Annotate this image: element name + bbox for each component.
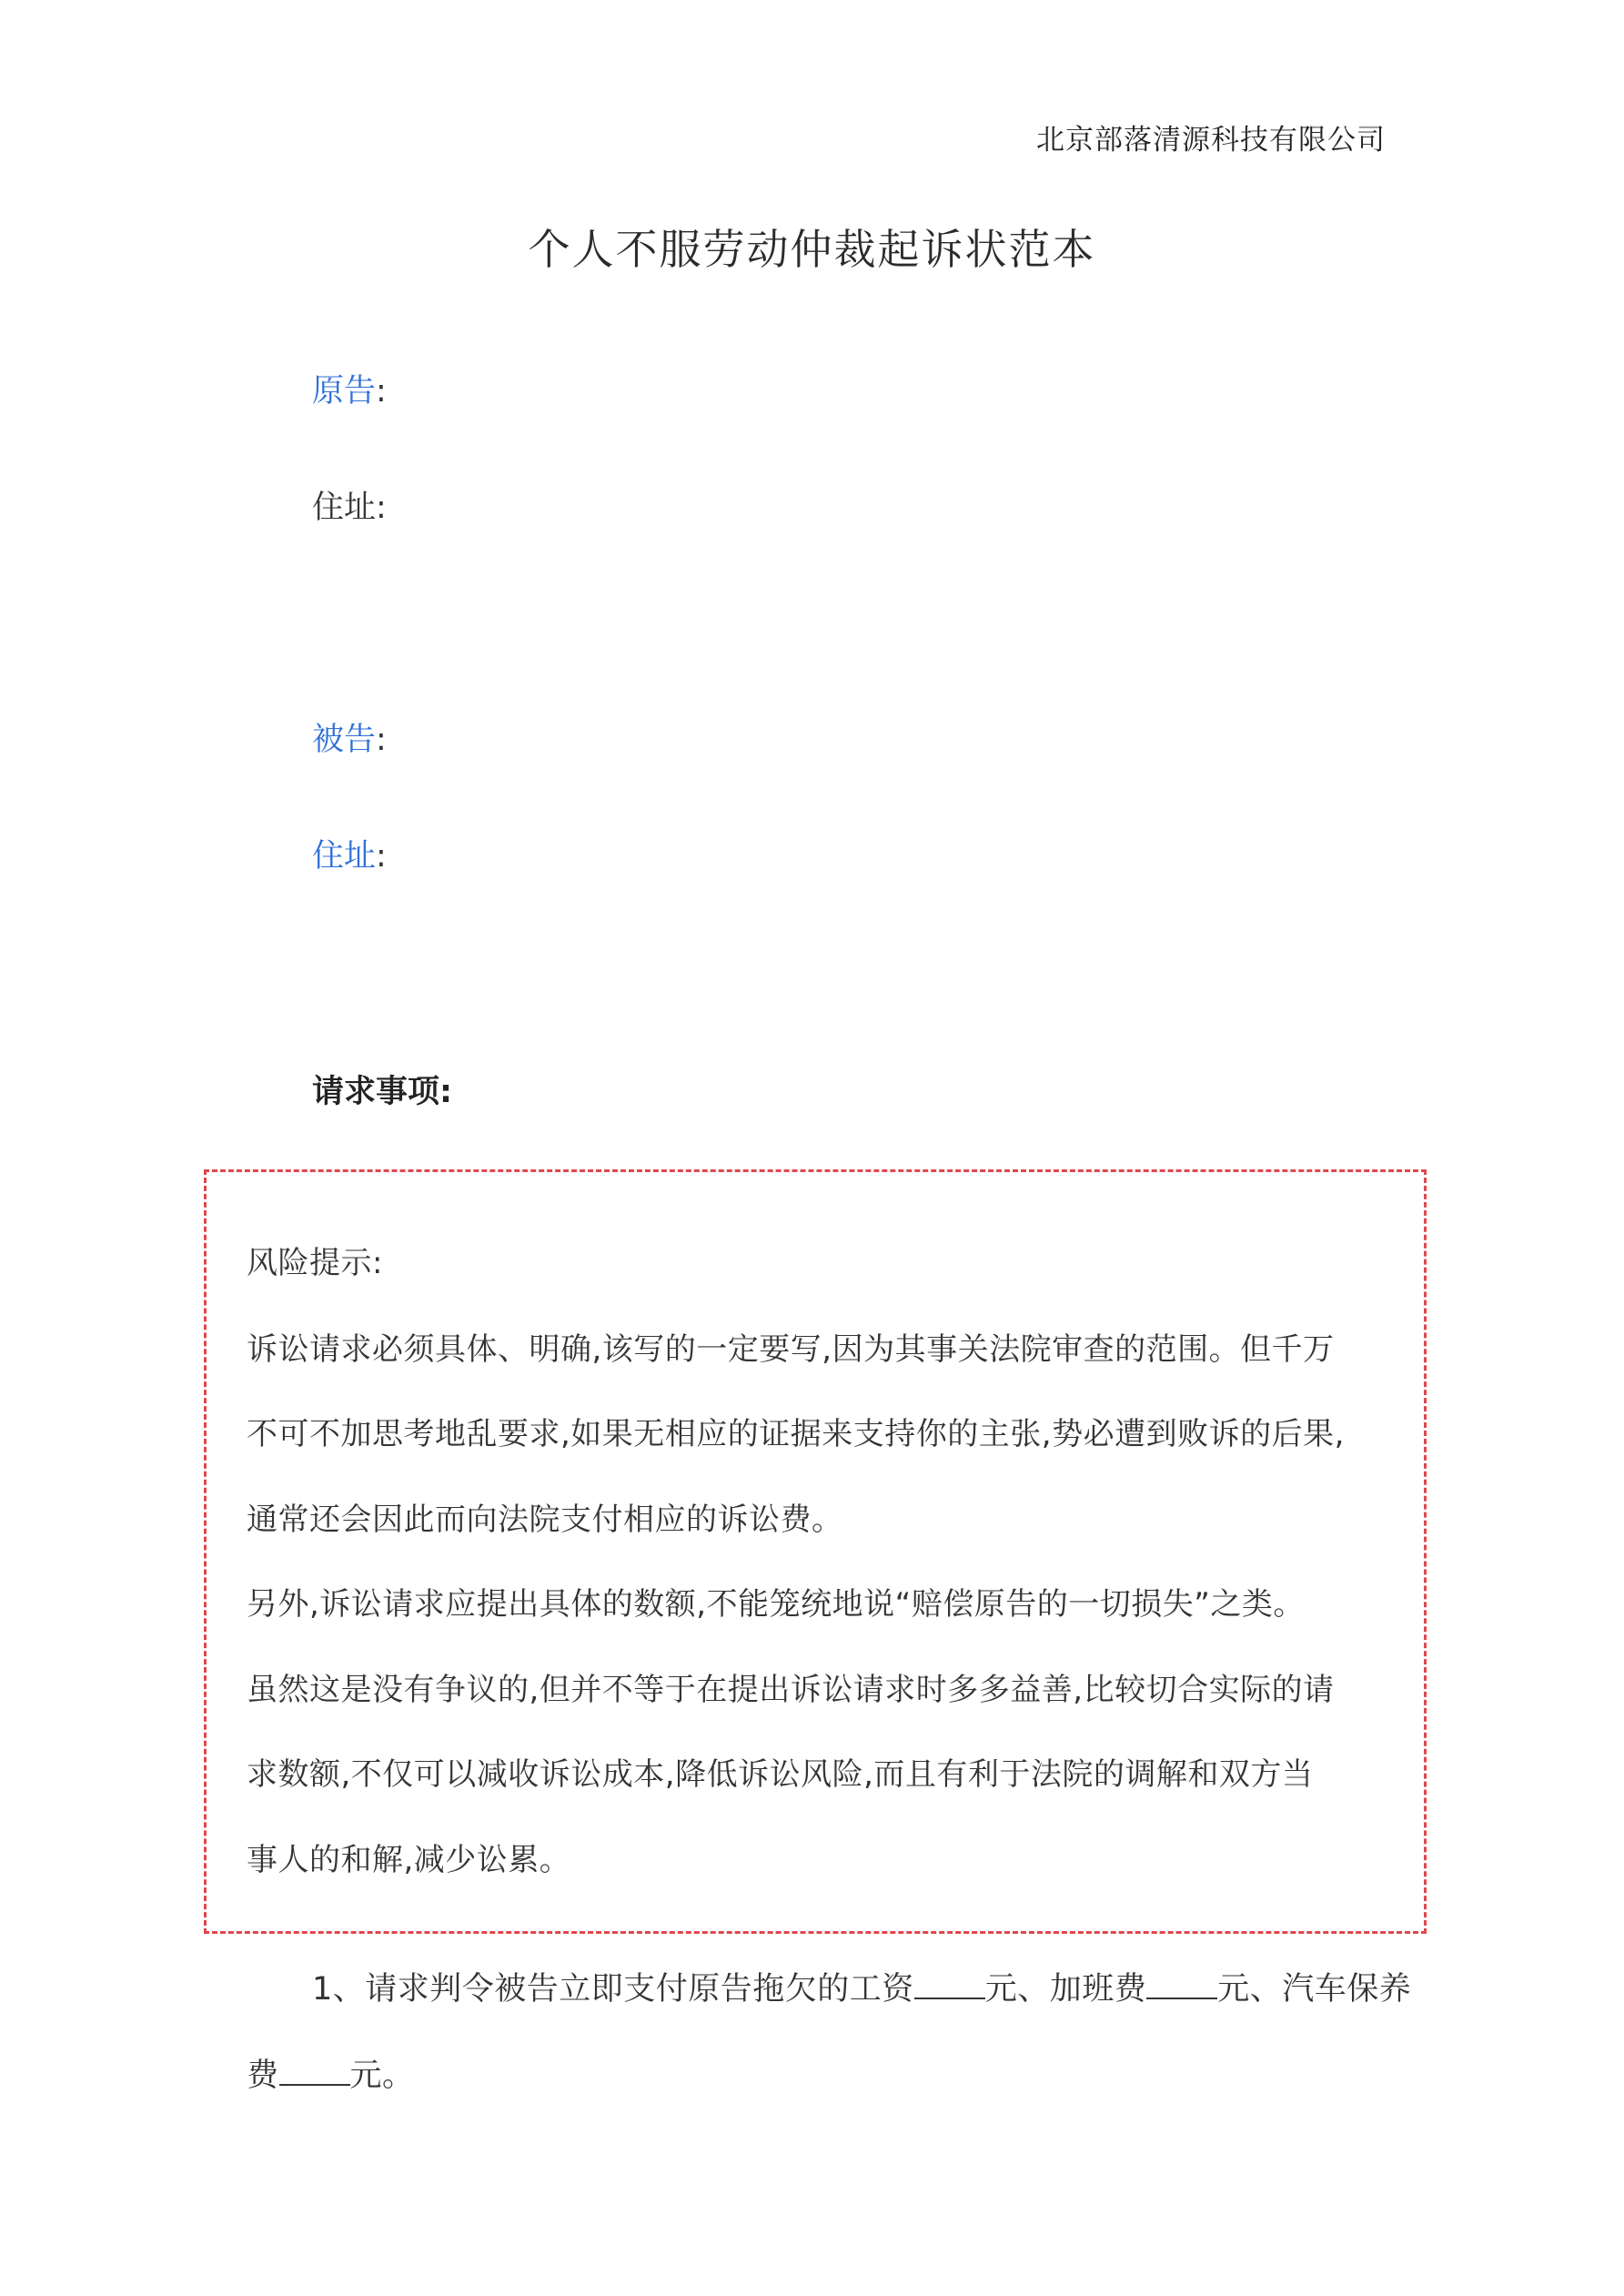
company-name: 北京部落清源科技有限公司 [1036,124,1386,157]
plaintiff-address-colon: : [376,490,387,526]
risk-notice-box [204,1169,1427,1934]
defendant-label[interactable]: 被告 [312,722,377,758]
defendant-address-colon: : [376,838,387,875]
risk-notice-line: 求数额,不仅可以减收诉讼成本,降低诉讼风险,而且有利于法院的调解和双方当 [247,1756,1314,1793]
risk-notice-line: 通常还会因此而向法院支付相应的诉讼费。 [247,1502,843,1538]
plaintiff-label[interactable]: 原告 [312,373,377,410]
claim-item-1-continued [247,2050,415,2096]
defendant-address-field [312,831,387,876]
document-title: 个人不服劳动仲裁起诉状范本 [528,225,1096,274]
claim-item-1 [312,1964,1411,2009]
risk-notice-title: 风险提示: [247,1245,383,1281]
defendant-address-label[interactable]: 住址 [312,838,377,875]
claim-text: 元、汽车保养 [1217,1971,1412,2008]
claim-text: 费 [247,2058,279,2094]
overtime-blank [1146,1970,1217,1999]
risk-notice-line: 另外,诉讼请求应提出具体的数额,不能笼统地说“赔偿原告的一切损失”之类。 [247,1586,1305,1623]
plaintiff-colon: : [376,373,387,410]
claim-text: 元。 [349,2058,415,2094]
risk-notice-line: 不可不加思考地乱要求,如果无相应的证据来支持你的主张,势必遭到败诉的后果, [247,1416,1345,1452]
claim-text: 元、加班费 [984,1971,1147,2008]
plaintiff-field [312,366,387,411]
risk-notice-line: 虽然这是没有争议的,但并不等于在提出诉讼请求时多多益善,比较切合实际的请 [247,1672,1335,1708]
defendant-colon: : [376,722,387,758]
plaintiff-address-label: 住址 [312,490,377,526]
plaintiff-address-field [312,482,387,528]
defendant-field [312,714,387,760]
claims-heading: 请求事项: [312,1074,452,1110]
claim-text: 1、请求判令被告立即支付原告拖欠的工资 [312,1971,914,2008]
maintenance-blank [279,2057,350,2086]
risk-notice-line: 事人的和解,减少讼累。 [247,1842,571,1878]
risk-notice-line: 诉讼请求必须具体、明确,该写的一定要写,因为其事关法院审查的范围。但千万 [247,1331,1335,1368]
wage-blank [914,1970,985,1999]
